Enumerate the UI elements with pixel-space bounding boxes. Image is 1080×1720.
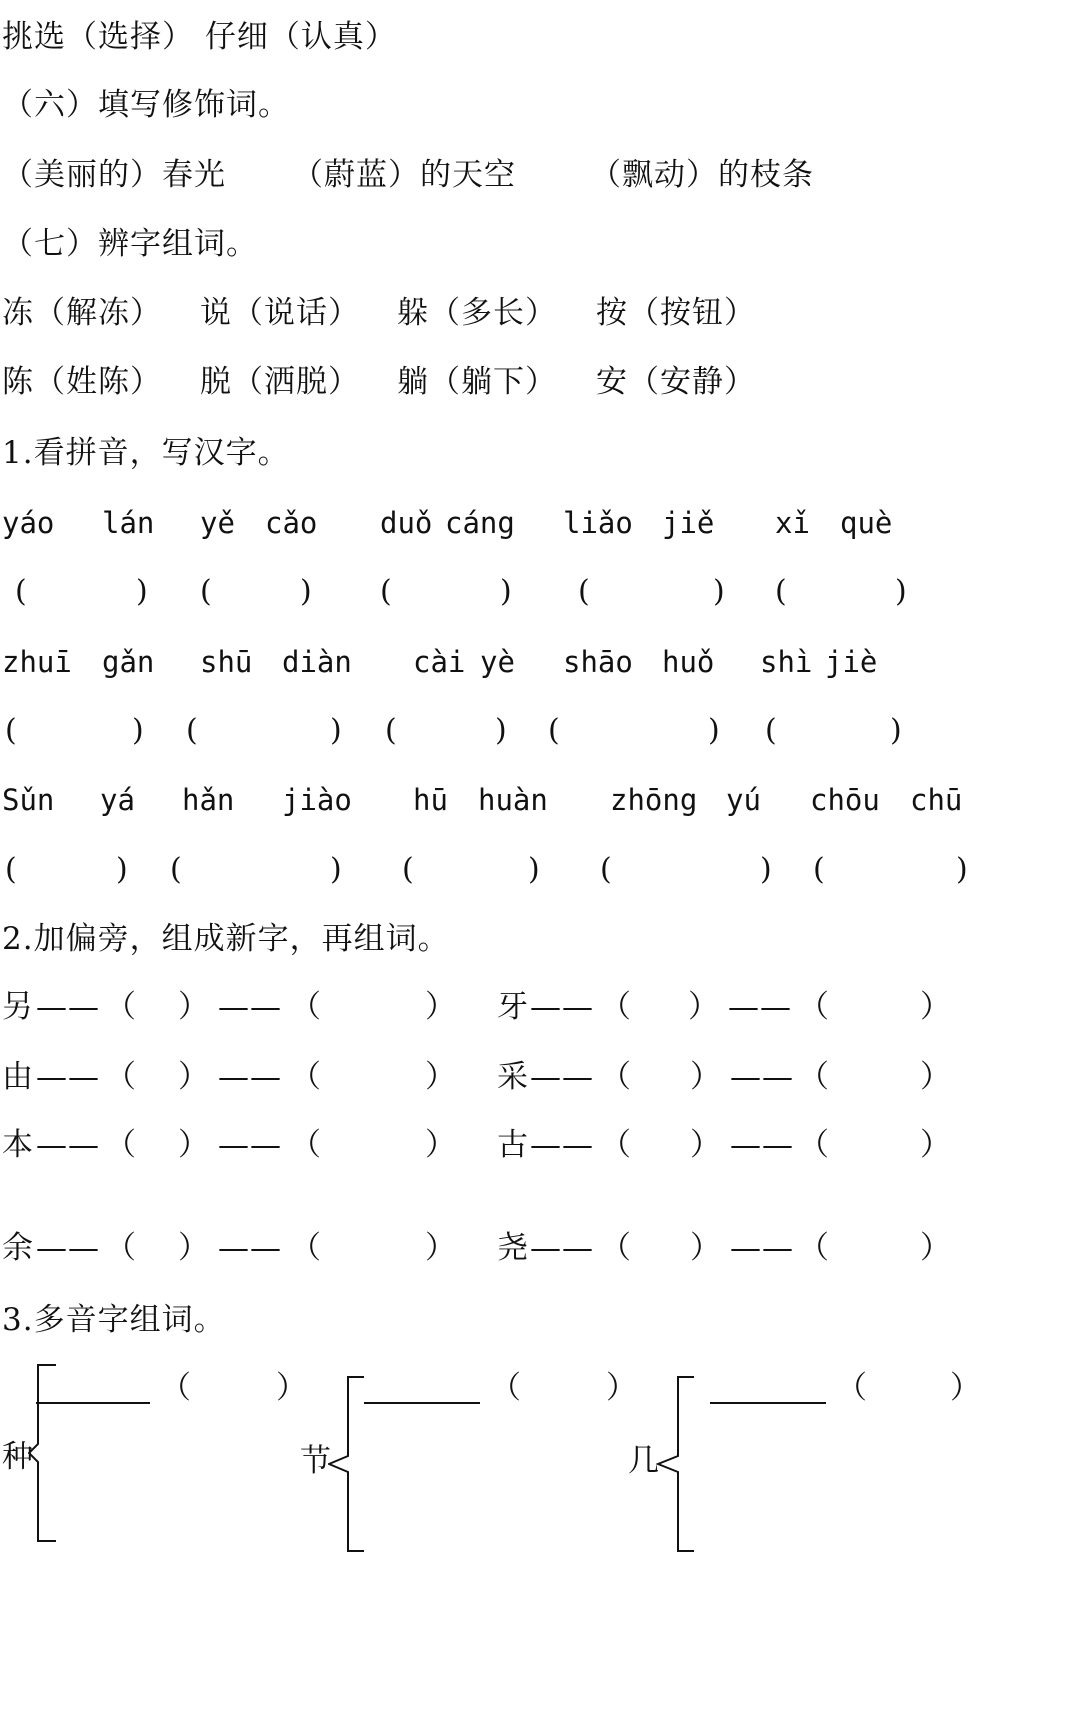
dash: —— <box>730 1127 794 1163</box>
heading-six: （六）填写修饰词。 <box>2 87 290 123</box>
answer-paren-open: ( <box>775 574 787 609</box>
blank-paren-open: （ <box>600 1230 632 1266</box>
blank-paren-open: （ <box>290 989 322 1025</box>
base-char: 牙 <box>497 989 529 1025</box>
pinyin: huǒ <box>662 645 715 679</box>
dash: —— <box>36 1230 100 1266</box>
answer-paren-open: ( <box>200 574 212 609</box>
blank-paren-open: （ <box>160 1370 192 1406</box>
blank-paren-open: （ <box>105 1059 137 1095</box>
answer-paren-open: ( <box>15 574 27 609</box>
blank-paren-open: （ <box>105 1230 137 1266</box>
heading-seven: （七）辨字组词。 <box>2 226 258 262</box>
char-pair: 说（说话） <box>200 295 360 331</box>
answer-paren-close: ) <box>528 852 540 887</box>
pinyin: gǎn <box>102 645 155 679</box>
char-pair: 躲（多长） <box>397 295 557 331</box>
answer-paren-close: ) <box>495 713 507 748</box>
answer-paren-open: ( <box>548 713 560 748</box>
modifier-2: （蔚蓝）的天空 <box>292 157 516 193</box>
blank-paren-open: （ <box>105 989 137 1025</box>
answer-paren-open: ( <box>600 852 612 887</box>
pinyin: xǐ <box>775 506 810 540</box>
char-pair: 安（安静） <box>596 364 756 400</box>
blank-paren-close: ） <box>690 1059 722 1095</box>
base-char: 尧 <box>497 1230 529 1266</box>
pinyin: jiè <box>825 645 878 679</box>
char-pair: 陈（姓陈） <box>2 364 162 400</box>
blank-paren-open: （ <box>490 1370 522 1406</box>
pinyin: shì <box>760 645 813 679</box>
modifier-1: （美丽的）春光 <box>2 157 226 193</box>
dash: —— <box>36 989 100 1025</box>
blank-paren-close: ） <box>425 1059 457 1095</box>
answer-paren-close: ) <box>330 852 342 887</box>
polyphone-char: 几 <box>628 1443 660 1479</box>
blank-line <box>710 1402 826 1404</box>
answer-paren-close: ) <box>300 574 312 609</box>
pinyin: shū <box>200 645 253 679</box>
pinyin: liǎo <box>563 506 633 540</box>
pinyin: hū <box>413 783 448 817</box>
blank-paren-close: ） <box>690 1127 722 1163</box>
modifier-3: （飘动）的枝条 <box>590 157 814 193</box>
base-char: 本 <box>2 1127 34 1163</box>
dash: —— <box>530 1127 594 1163</box>
pinyin: què <box>840 506 893 540</box>
blank-paren-close: ） <box>688 989 720 1025</box>
blank-paren-close: ） <box>425 1127 457 1163</box>
answer-paren-close: ) <box>500 574 512 609</box>
dash: —— <box>36 1059 100 1095</box>
blank-paren-close: ） <box>950 1370 982 1406</box>
blank-paren-close: ） <box>920 1059 952 1095</box>
blank-paren-close: ） <box>690 1230 722 1266</box>
answer-paren-close: ) <box>760 852 772 887</box>
answer-paren-close: ) <box>895 574 907 609</box>
base-char: 古 <box>497 1127 529 1163</box>
dash: —— <box>36 1127 100 1163</box>
answer-paren-close: ) <box>116 852 128 887</box>
pinyin: diàn <box>282 645 352 679</box>
pinyin: hǎn <box>182 783 235 817</box>
answer-paren-open: ( <box>385 713 397 748</box>
answer-paren-open: ( <box>380 574 392 609</box>
blank-paren-close: ） <box>178 1127 210 1163</box>
dash: —— <box>730 1230 794 1266</box>
blank-paren-open: （ <box>798 989 830 1025</box>
answer-paren-open: ( <box>5 713 17 748</box>
answer-paren-open: ( <box>186 713 198 748</box>
blank-paren-open: （ <box>798 1059 830 1095</box>
pinyin: jiě <box>662 506 715 540</box>
answer-paren-open: ( <box>578 574 590 609</box>
answer-paren-open: ( <box>170 852 182 887</box>
pinyin: shāo <box>563 645 633 679</box>
answer-paren-open: ( <box>765 713 777 748</box>
blank-paren-close: ） <box>178 1059 210 1095</box>
q2-title: 2.加偏旁，组成新字，再组词。 <box>2 921 450 957</box>
pinyin: lán <box>102 506 155 540</box>
char-pair: 冻（解冻） <box>2 295 162 331</box>
blank-paren-close: ） <box>178 989 210 1025</box>
blank-line <box>364 1402 480 1404</box>
pinyin: yáo <box>2 506 55 540</box>
pinyin: zhōng <box>610 783 698 817</box>
blank-paren-close: ） <box>276 1370 308 1406</box>
pinyin: cǎo <box>265 506 318 540</box>
base-char: 另 <box>2 989 34 1025</box>
answer-paren-close: ) <box>713 574 725 609</box>
blank-paren-open: （ <box>600 989 632 1025</box>
char-pair: 躺（躺下） <box>397 364 557 400</box>
polyphone-char: 种 <box>2 1439 34 1475</box>
blank-paren-open: （ <box>600 1127 632 1163</box>
polyphone-char: 节 <box>300 1443 332 1479</box>
pinyin: chū <box>910 783 963 817</box>
blank-paren-close: ） <box>920 989 952 1025</box>
dash: —— <box>530 1230 594 1266</box>
answer-paren-close: ) <box>136 574 148 609</box>
pinyin: zhuī <box>2 645 72 679</box>
blank-paren-close: ） <box>920 1127 952 1163</box>
pinyin: jiào <box>282 783 352 817</box>
dash: —— <box>730 1059 794 1095</box>
char-pair: 按（按钮） <box>596 295 756 331</box>
dash: —— <box>728 989 792 1025</box>
pinyin: yě <box>200 506 235 540</box>
pinyin: yú <box>726 783 761 817</box>
blank-line <box>36 1402 150 1404</box>
blank-paren-open: （ <box>600 1059 632 1095</box>
dash: —— <box>530 989 594 1025</box>
pinyin: Sǔn <box>2 783 55 817</box>
pinyin: cài <box>413 645 466 679</box>
left-brace-icon <box>328 1376 368 1552</box>
base-char: 余 <box>2 1230 34 1266</box>
pinyin: cáng <box>445 506 515 540</box>
dash: —— <box>218 989 282 1025</box>
dash: —— <box>218 1059 282 1095</box>
answer-paren-open: ( <box>813 852 825 887</box>
line-tiaoxuan: 挑选（选择） 仔细（认真） <box>2 19 397 55</box>
dash: —— <box>218 1127 282 1163</box>
blank-paren-open: （ <box>798 1127 830 1163</box>
answer-paren-close: ) <box>132 713 144 748</box>
blank-paren-open: （ <box>290 1230 322 1266</box>
char-pair: 脱（洒脱） <box>200 364 360 400</box>
q3-title: 3.多音字组词。 <box>2 1302 226 1338</box>
answer-paren-close: ) <box>890 713 902 748</box>
answer-paren-close: ) <box>956 852 968 887</box>
answer-paren-close: ) <box>708 713 720 748</box>
pinyin: yá <box>100 783 135 817</box>
pinyin: duǒ <box>380 506 433 540</box>
blank-paren-open: （ <box>836 1370 868 1406</box>
dash: —— <box>218 1230 282 1266</box>
answer-paren-open: ( <box>5 852 17 887</box>
q1-title: 1.看拼音，写汉字。 <box>2 435 290 471</box>
blank-paren-open: （ <box>798 1230 830 1266</box>
pinyin: yè <box>480 645 515 679</box>
base-char: 由 <box>2 1059 34 1095</box>
pinyin: huàn <box>478 783 548 817</box>
dash: —— <box>530 1059 594 1095</box>
blank-paren-close: ） <box>920 1230 952 1266</box>
base-char: 采 <box>497 1059 529 1095</box>
blank-paren-close: ） <box>425 989 457 1025</box>
answer-paren-close: ) <box>330 713 342 748</box>
answer-paren-open: ( <box>402 852 414 887</box>
blank-paren-close: ） <box>425 1230 457 1266</box>
blank-paren-close: ） <box>606 1370 638 1406</box>
blank-paren-open: （ <box>105 1127 137 1163</box>
blank-paren-open: （ <box>290 1127 322 1163</box>
blank-paren-open: （ <box>290 1059 322 1095</box>
blank-paren-close: ） <box>178 1230 210 1266</box>
pinyin: chōu <box>810 783 880 817</box>
left-brace-icon <box>656 1376 696 1552</box>
